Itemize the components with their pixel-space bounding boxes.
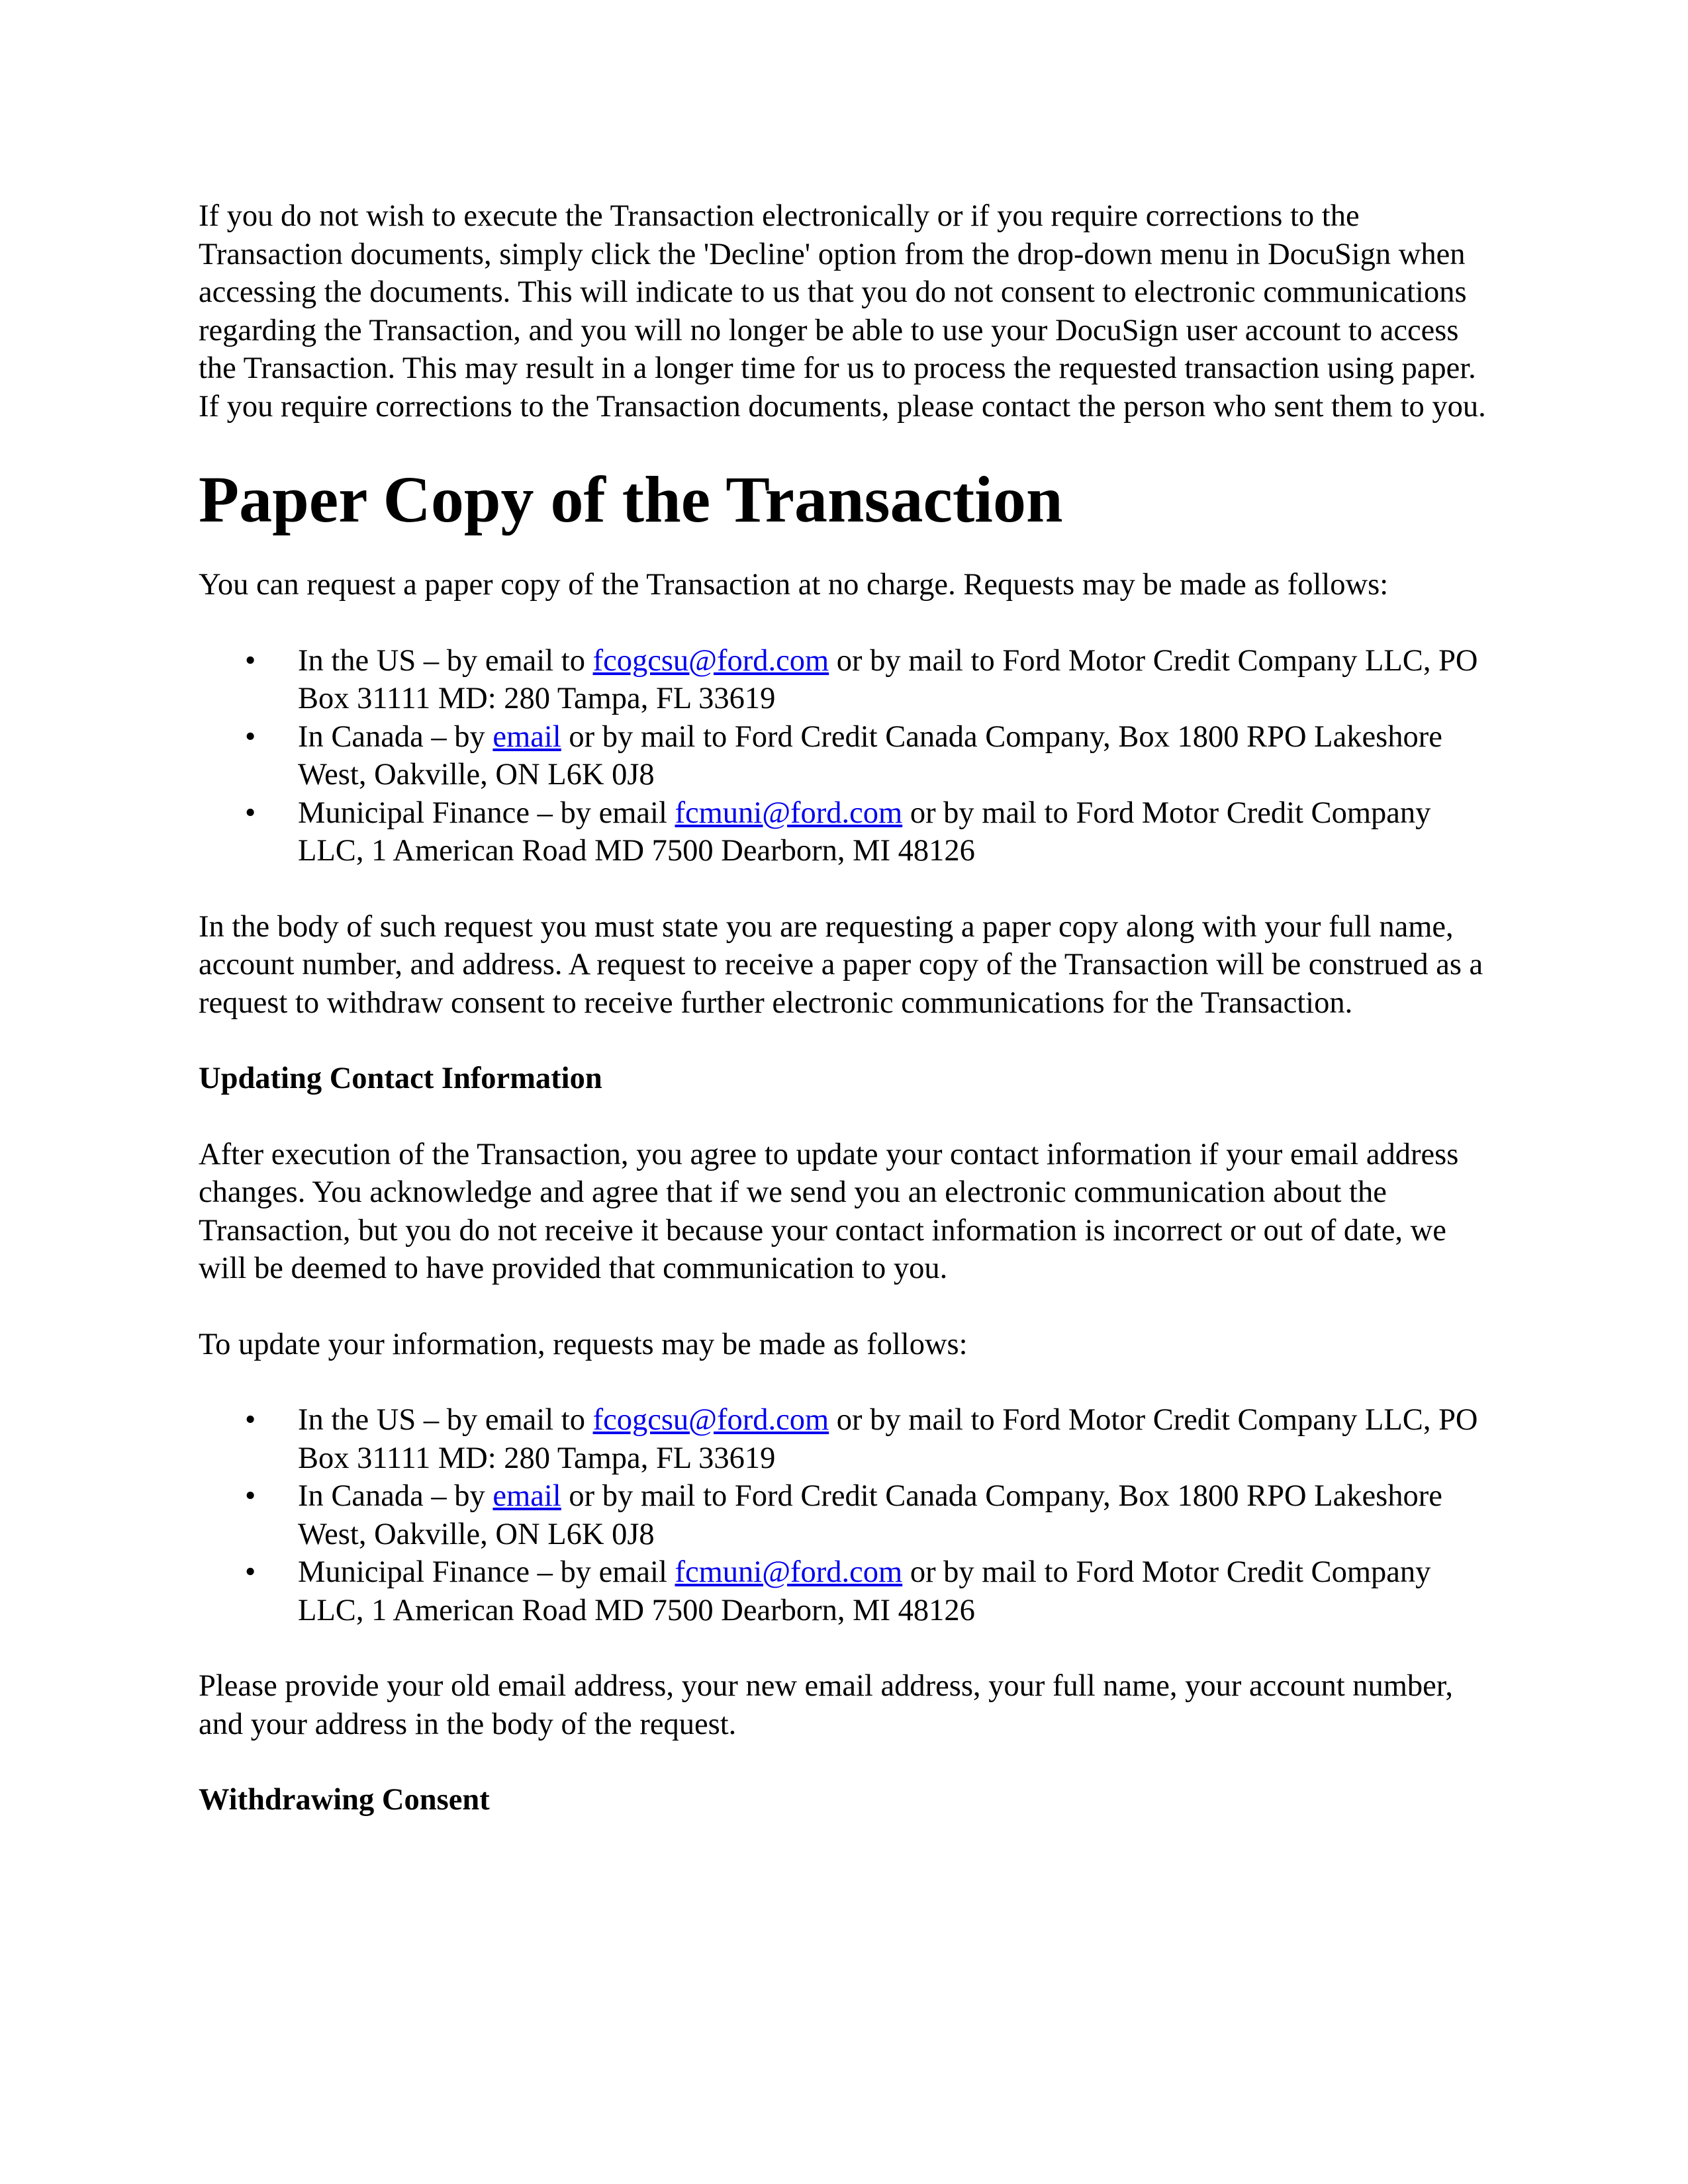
contact-text: Municipal Finance – by email bbox=[298, 1555, 675, 1589]
contact-text: Municipal Finance – by email bbox=[298, 796, 675, 830]
contact-text: In Canada – by bbox=[298, 1479, 493, 1513]
contact-text: or by mail to Ford Motor Credit Company LLC, PO Box 31111 MD: 280 Tampa, FL 33619 bbox=[298, 1403, 1478, 1475]
bullet-icon: • bbox=[245, 1479, 256, 1513]
email-link-canada[interactable]: email bbox=[492, 1479, 561, 1513]
section-heading-updating-contact: Updating Contact Information bbox=[199, 1062, 602, 1095]
bullet-icon: • bbox=[245, 1555, 256, 1589]
contact-item-municipal bbox=[199, 794, 1496, 870]
email-link-fcogcsu[interactable]: fcogcsu@ford.com bbox=[592, 1403, 829, 1437]
updating-contact-list bbox=[199, 1401, 1496, 1629]
email-link-fcogcsu[interactable]: fcogcsu@ford.com bbox=[592, 643, 829, 678]
section-heading-withdrawing-consent: Withdrawing Consent bbox=[199, 1783, 490, 1817]
contact-item-us bbox=[199, 1401, 1496, 1477]
contact-text: In the US – by email to bbox=[298, 1403, 593, 1437]
email-link-fcmuni[interactable]: fcmuni@ford.com bbox=[675, 796, 903, 830]
contact-item-canada bbox=[199, 1477, 1496, 1553]
bullet-icon: • bbox=[245, 1403, 256, 1437]
bullet-icon: • bbox=[245, 796, 256, 830]
email-link-canada[interactable]: email bbox=[492, 719, 561, 754]
email-link-fcmuni[interactable]: fcmuni@ford.com bbox=[675, 1555, 903, 1589]
contact-text: In the US – by email to bbox=[298, 643, 593, 678]
contact-text: In Canada – by bbox=[298, 719, 493, 754]
contact-text: or by mail to Ford Motor Credit Company LLC, PO Box 31111 MD: 280 Tampa, FL 33619 bbox=[298, 643, 1478, 715]
paper-copy-body-text: In the body of such request you must state you are requesting a paper copy along with your full name, account number, and address. A request to receive a paper copy of the Transaction will be construed as a request to withdraw consent to receive further electronic communications for the Transaction. bbox=[199, 909, 1483, 1020]
contact-item-canada bbox=[199, 718, 1496, 794]
contact-text: or by mail to Ford Motor Credit Company LLC, 1 American Road MD 7500 Dearborn, MI 48126 bbox=[298, 796, 1431, 868]
intro-paragraph: If you do not wish to execute the Transaction electronically or if you require corrections to the Transaction documents, simply click the 'Decline' option from the drop-down menu in DocuSign when accessing the documents. This will indicate to us that you do not consent to electronic communications regarding the Transaction, and you will no longer be able to use your DocuSign user account to access the Transaction. This may result in a longer time for us to process the requested transaction using paper. If you require corrections to the Transaction documents, please contact the person who sent them to you. bbox=[199, 199, 1486, 424]
updating-closing-text: Please provide your old email address, your new email address, your full name, your account number, and your address in the body of the request. bbox=[199, 1669, 1454, 1741]
document-page bbox=[199, 197, 1496, 1857]
updating-contact-text: After execution of the Transaction, you agree to update your contact information if your email address changes. You acknowledge and agree that if we send you an electronic communication about the Transaction, but you do not receive it because your contact information is incorrect or out of date, we will be deemed to have provided that communication to you. bbox=[199, 1137, 1459, 1285]
paper-copy-request-text: You can request a paper copy of the Transaction at no charge. Requests may be made as follows: bbox=[199, 568, 1389, 602]
contact-item-municipal bbox=[199, 1553, 1496, 1629]
paper-copy-contact-list bbox=[199, 642, 1496, 870]
contact-text: or by mail to Ford Credit Canada Company, Box 1800 RPO Lakeshore West, Oakville, ON L6K 0J8 bbox=[298, 719, 1442, 792]
bullet-icon: • bbox=[245, 643, 256, 678]
contact-text: or by mail to Ford Motor Credit Company LLC, 1 American Road MD 7500 Dearborn, MI 48126 bbox=[298, 1555, 1431, 1627]
contact-text: or by mail to Ford Credit Canada Company, Box 1800 RPO Lakeshore West, Oakville, ON L6K 0J8 bbox=[298, 1479, 1442, 1551]
updating-request-text: To update your information, requests may be made as follows: bbox=[199, 1327, 968, 1361]
section-heading-paper-copy: Paper Copy of the Transaction bbox=[199, 463, 1063, 536]
bullet-icon: • bbox=[245, 719, 256, 754]
contact-item-us bbox=[199, 642, 1496, 718]
